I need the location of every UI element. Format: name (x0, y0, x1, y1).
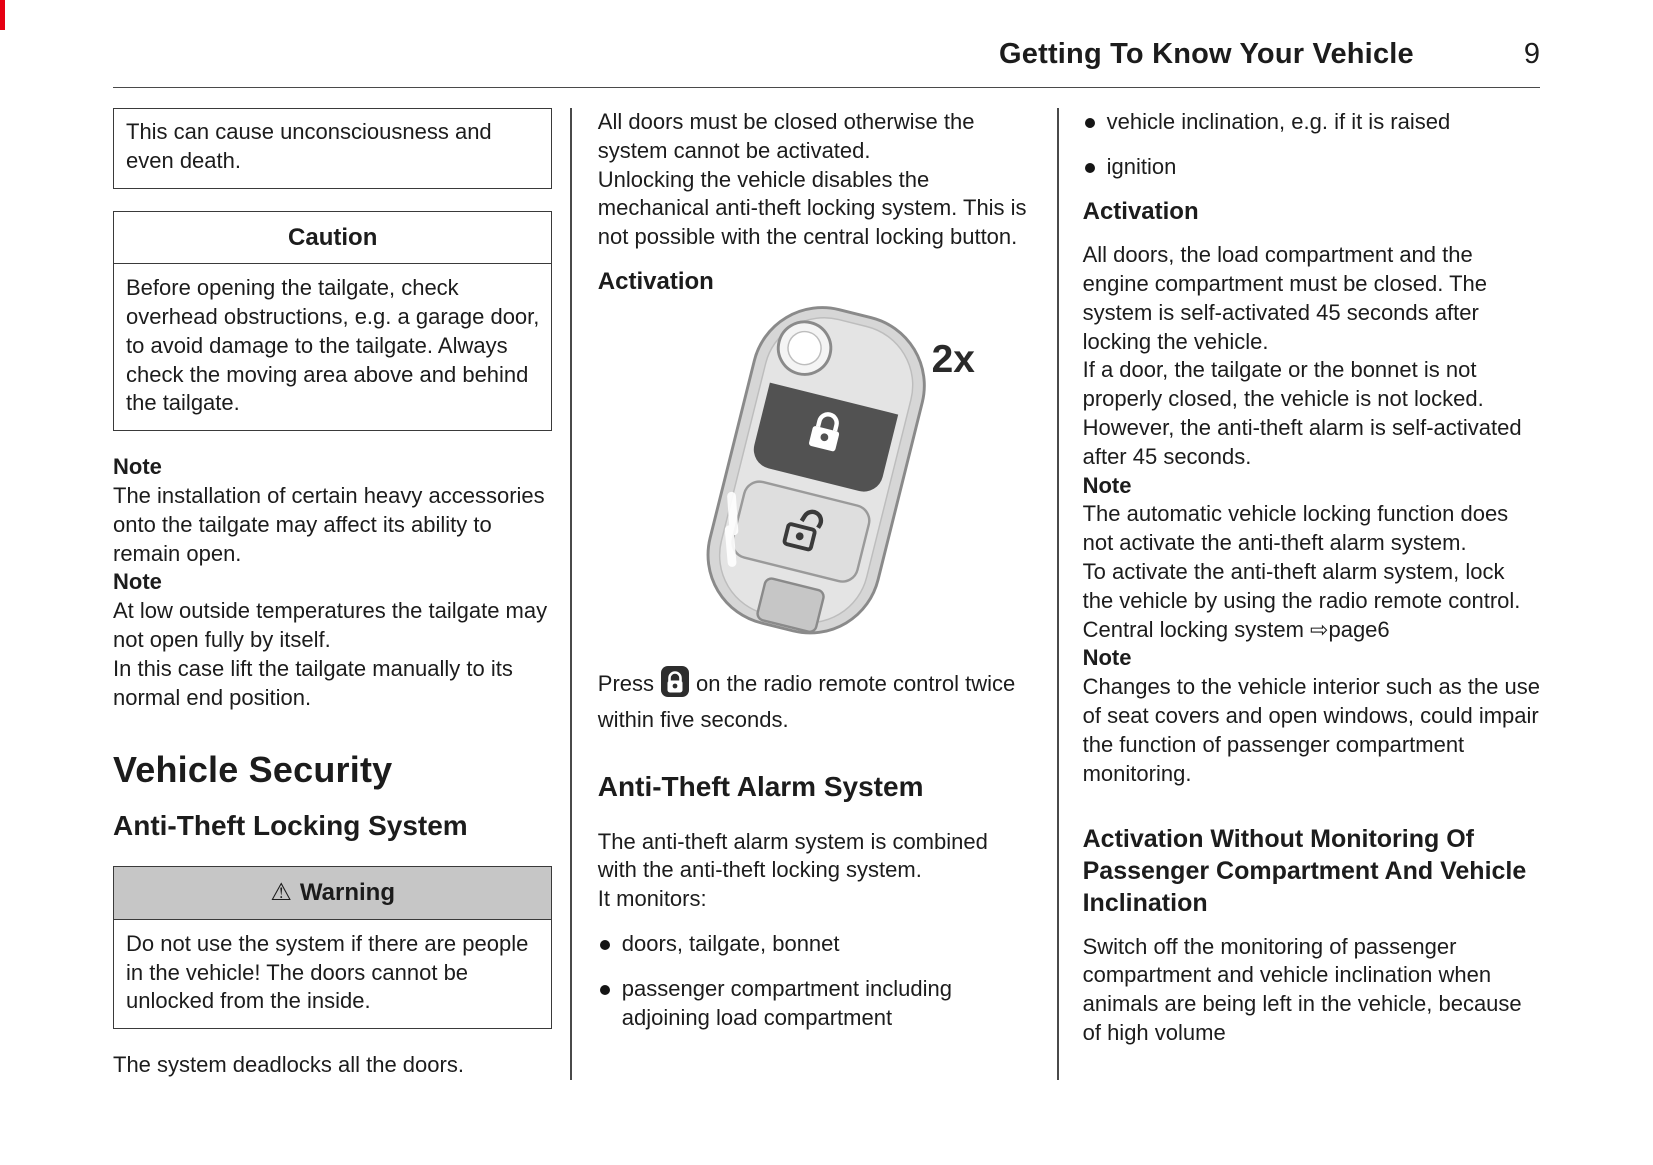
caution-body: Before opening the tailgate, check overhead obstructions, e.g. a garage door, to avoid damage to the tailgate. Always check the moving area above and behind the tailgate. (126, 275, 540, 416)
xref-page-link[interactable]: ⇨page6 (1310, 616, 1390, 642)
column-left (113, 108, 570, 1080)
activation-heading: Activation (597, 268, 714, 296)
note-text: The automatic vehicle locking function does not activate the anti-theft alarm system. (1082, 501, 1509, 556)
column-middle (572, 108, 1057, 1080)
caution-title: Caution (114, 212, 551, 264)
carryover-text: This can cause unconsciousness and even death. (126, 119, 492, 173)
note-text: At low outside temperatures the tailgate may not open fully by itself. (113, 598, 548, 652)
page-header (113, 38, 1540, 88)
note-label: Note (113, 569, 162, 595)
note-label: Note (1082, 472, 1132, 498)
list-item (598, 930, 1031, 959)
bullet-icon (600, 985, 610, 995)
list-item (598, 975, 1031, 1033)
note-text: In this case lift the tailgate manually to its normal end position. (113, 655, 513, 710)
list-item-text: ignition (1106, 153, 1177, 179)
list-item-text: passenger compartment including adjoining load compartment (621, 975, 952, 1030)
page-number: 9 (1523, 38, 1540, 70)
subsection-anti-theft-alarm: Anti-Theft Alarm System (597, 770, 924, 802)
paragraph: Switch off the monitoring of passenger compartment and vehicle inclination when animals are being left in the vehicle, because of high volume (1082, 933, 1522, 1045)
note-label: Note (1082, 645, 1132, 671)
paragraph: To activate the anti-theft alarm system, lock the vehicle by using the radio remote control. (1082, 559, 1521, 613)
press-instruction (598, 665, 1031, 735)
warning-box (113, 866, 552, 1029)
column-right (1059, 108, 1540, 1080)
warning-body: Do not use the system if there are people in the vehicle! The doors cannot be unlocked from the inside. (126, 930, 529, 1014)
note-text: The installation of certain heavy accessories onto the tailgate may affect its ability to remain open. (113, 482, 545, 566)
red-edge-mark (0, 0, 5, 30)
list-item (1083, 153, 1540, 182)
carryover-text-box (113, 108, 552, 189)
bullet-icon (600, 940, 610, 950)
paragraph: All doors must be closed otherwise the system cannot be activated. (597, 109, 975, 163)
content-columns (113, 108, 1540, 1080)
warning-title-row (114, 867, 551, 919)
key-fob-image (605, 304, 1025, 654)
warning-triangle-icon: ⚠ (270, 879, 292, 907)
cross-reference-line (1083, 616, 1540, 645)
press-text-after: on the radio remote control twice within five seconds. (597, 671, 1016, 733)
paragraph: The anti-theft alarm system is combined with the anti-theft locking system. (597, 828, 988, 883)
note-text: Changes to the vehicle interior such as the use of seat covers and open windows, could impair the function of passenger compartment monitoring. (1082, 674, 1540, 786)
press-count-label: 2x (931, 337, 975, 381)
lock-button-icon (660, 665, 690, 706)
note-label: Note (113, 454, 162, 480)
bullet-icon (1085, 118, 1095, 128)
paragraph: Unlocking the vehicle disables the mechanical anti-theft locking system. This is not possible with the central locking button. (597, 166, 1027, 250)
chapter-title: Getting To Know Your Vehicle (999, 38, 1414, 70)
subsection-anti-theft-locking: Anti-Theft Locking System (113, 809, 468, 841)
bullet-icon (1085, 163, 1095, 173)
list-item-text: doors, tailgate, bonnet (621, 931, 840, 957)
activation-heading: Activation (1082, 197, 1199, 225)
press-text-before: Press (597, 671, 655, 697)
list-item (1083, 108, 1540, 137)
key-fob-illustration (600, 304, 1030, 662)
paragraph: If a door, the tailgate or the bonnet is not properly closed, the vehicle is not locked. However, the anti-theft alarm is self-activated after 45 seconds. (1082, 357, 1522, 469)
paragraph: The system deadlocks all the doors. (113, 1052, 464, 1078)
xref-label: Central locking system (1082, 616, 1304, 642)
paragraph: It monitors: (597, 886, 707, 912)
paragraph: All doors, the load compartment and the engine compartment must be closed. The system is self-activated 45 seconds after locking the vehicle. (1082, 242, 1487, 354)
subsection-activation-without-monitoring: Activation Without Monitoring Of Passenger Compartment And Vehicle Inclination (1082, 824, 1527, 917)
warning-title: Warning (299, 879, 396, 907)
list-item-text: vehicle inclination, e.g. if it is raised (1106, 109, 1451, 134)
caution-box (113, 211, 552, 432)
section-title-vehicle-security: Vehicle Security (113, 749, 393, 791)
